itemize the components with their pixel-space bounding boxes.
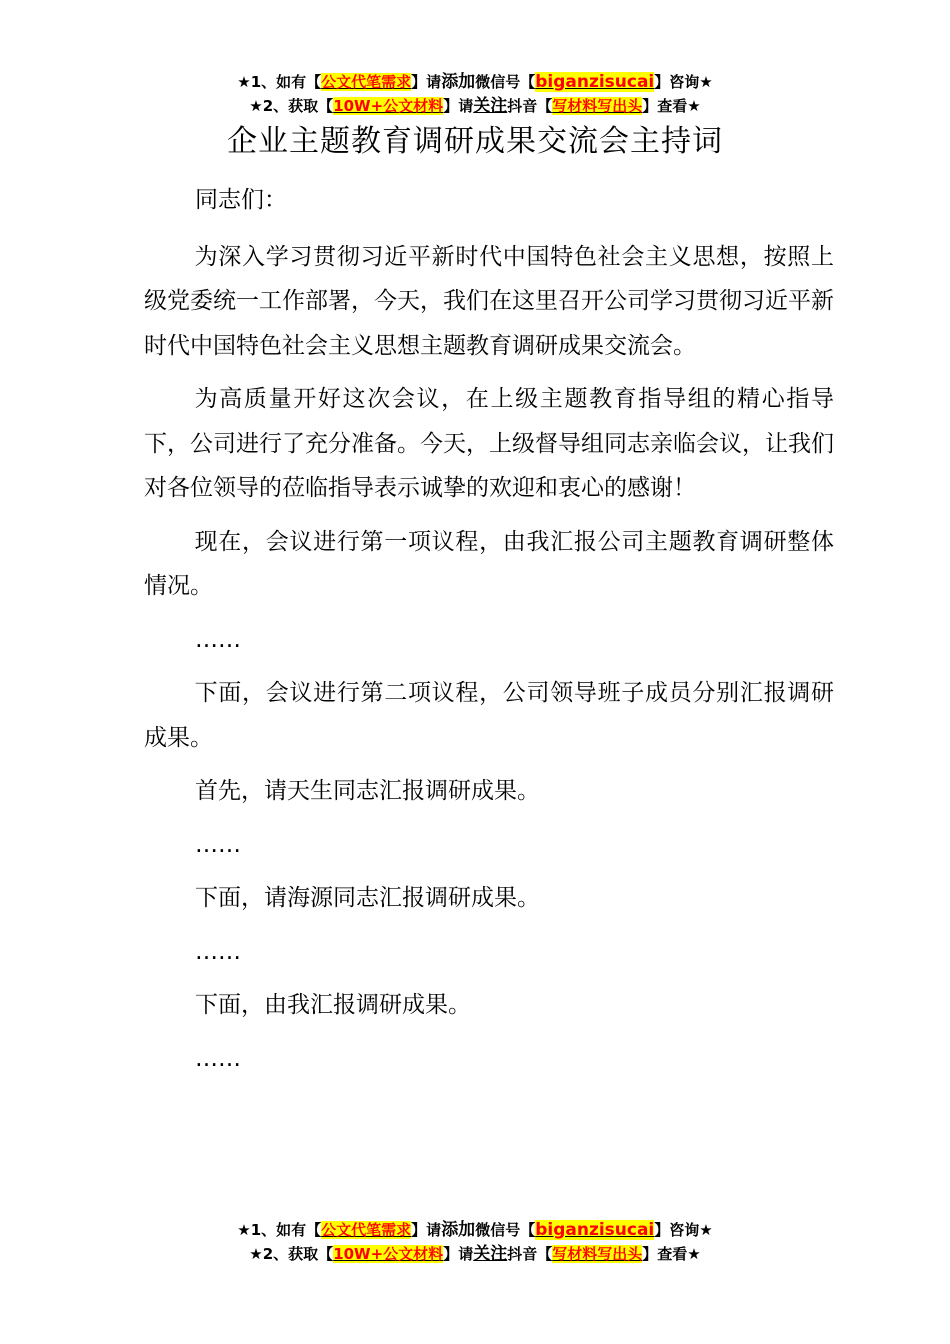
page-title: 企业主题教育调研成果交流会主持词	[227, 124, 723, 159]
banner-text: 抖音【	[507, 97, 553, 115]
banner-text: 微信号【	[475, 73, 536, 91]
ellipsis: ……	[195, 626, 241, 653]
banner-line-1	[0, 70, 950, 94]
paragraph: 为深入学习贯彻习近平新时代中国特色社会主义思想，按照上级党委统一工作部署，今天，我们在这里召开公司学习贯彻习近平新时代中国特色社会主义思想主题教育调研成果交流会。	[144, 243, 834, 359]
banner-highlight-douyin: 写材料写出头	[552, 1245, 643, 1263]
banner-text: 】请	[443, 1245, 474, 1263]
ellipsis: ……	[195, 1045, 241, 1072]
banner-highlight: 公文代笔需求	[321, 1221, 412, 1239]
banner-text: ★2、获取【	[249, 1245, 334, 1263]
header-banner	[0, 70, 950, 118]
banner-emphasis: 添加	[441, 72, 476, 92]
banner-text: 】咨询★	[654, 73, 713, 91]
banner-highlight-wechat: biganzisucai	[535, 72, 655, 92]
banner-text: 】请	[411, 1221, 442, 1239]
banner-emphasis: 添加	[441, 1220, 476, 1240]
banner-text: 抖音【	[507, 1245, 553, 1263]
banner-text: 】查看★	[642, 97, 701, 115]
paragraph: 为高质量开好这次会议，在上级主题教育指导组的精心指导下，公司进行了充分准备。今天，上级督导组同志亲临会议，让我们对各位领导的莅临指导表示诚挚的欢迎和衷心的感谢！	[144, 386, 834, 501]
banner-highlight-douyin: 写材料写出头	[552, 97, 643, 115]
banner-line-2	[0, 94, 950, 118]
banner-text: 】请	[411, 73, 442, 91]
ellipsis: ……	[195, 938, 241, 965]
banner-text: 微信号【	[475, 1221, 536, 1239]
banner-emphasis: 关注	[473, 96, 508, 116]
banner-highlight: 10W+公文材料	[333, 1245, 444, 1263]
paragraph: 首先，请天生同志汇报调研成果。	[195, 778, 540, 804]
banner-highlight: 公文代笔需求	[321, 73, 412, 91]
banner-text: ★1、如有【	[237, 73, 322, 91]
banner-line-2	[0, 1242, 950, 1266]
banner-text: ★2、获取【	[249, 97, 334, 115]
banner-text: ★1、如有【	[237, 1221, 322, 1239]
salutation: 同志们：	[195, 187, 287, 213]
paragraph: 下面，由我汇报调研成果。	[195, 992, 471, 1018]
banner-highlight: 10W+公文材料	[333, 97, 444, 115]
document-body	[144, 178, 834, 1090]
banner-text: 】请	[443, 97, 474, 115]
paragraph: 现在，会议进行第一项议程，由我汇报公司主题教育调研整体情况。	[144, 528, 834, 599]
banner-emphasis: 关注	[473, 1244, 508, 1264]
ellipsis: ……	[195, 831, 241, 858]
paragraph: 下面，会议进行第二项议程，公司领导班子成员分别汇报调研成果。	[144, 680, 834, 751]
paragraph: 下面，请海源同志汇报调研成果。	[195, 885, 540, 911]
banner-text: 】咨询★	[654, 1221, 713, 1239]
footer-banner	[0, 1218, 950, 1266]
banner-text: 】查看★	[642, 1245, 701, 1263]
banner-line-1	[0, 1218, 950, 1242]
banner-highlight-wechat: biganzisucai	[535, 1220, 655, 1240]
